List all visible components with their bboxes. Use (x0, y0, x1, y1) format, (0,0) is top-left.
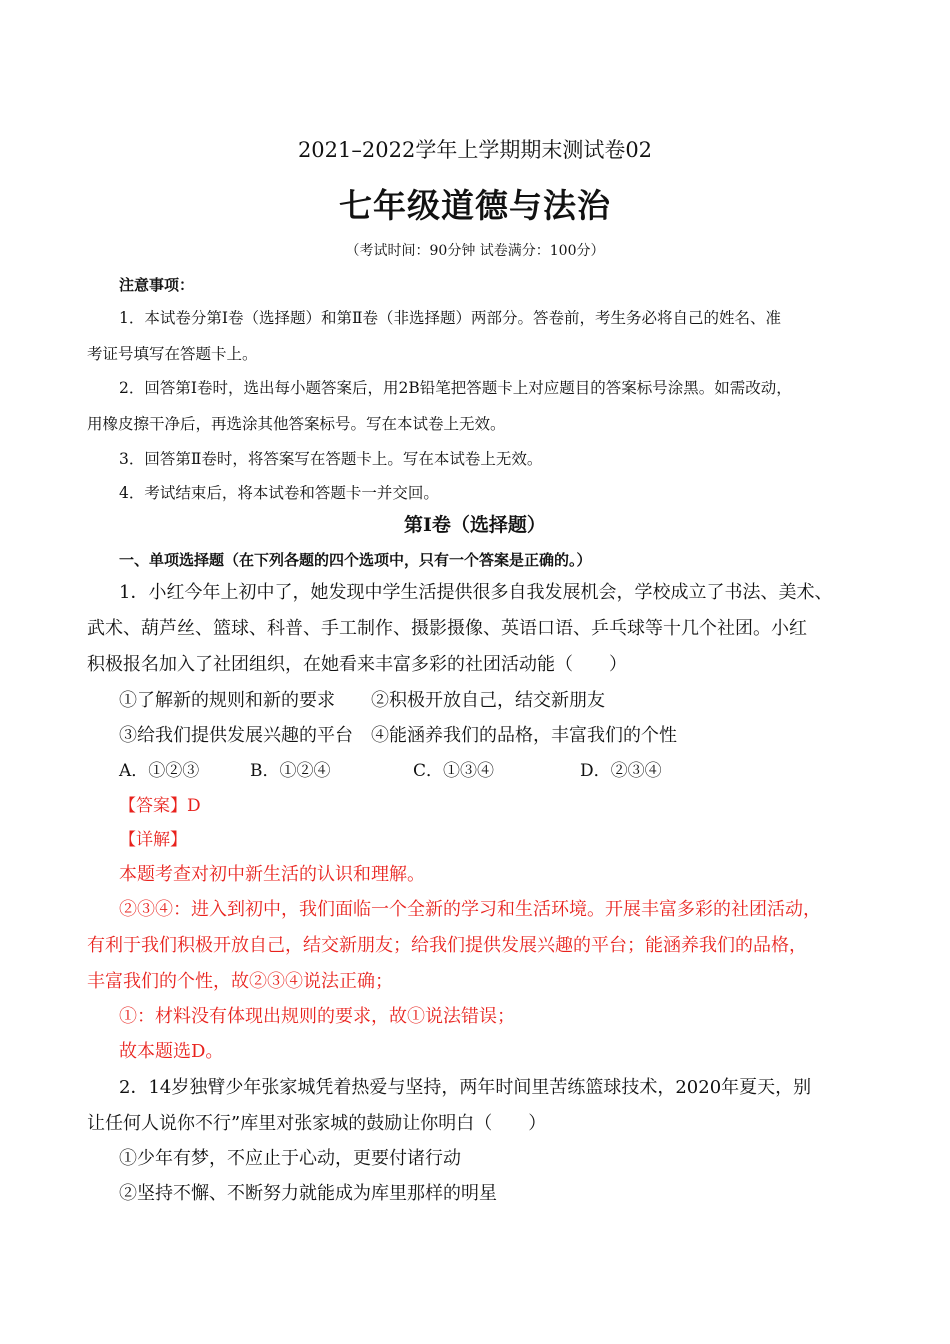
question-statement: ①少年有梦，不应止于心动，更要付诸行动 (119, 1148, 461, 1169)
explanation-line: 故本题选D。 (119, 1041, 224, 1062)
exam-info: （考试时间：90分钟 试卷满分：100分） (345, 243, 605, 259)
option-a: A．①②③ (119, 761, 200, 781)
explain-label: 【详解】 (119, 830, 187, 850)
exam-subtitle: 2021–2022学年上学期期末测试卷02 (297, 138, 653, 162)
notice-item: 用橡皮擦干净后，再选涂其他答案标号。写在本试卷上无效。 (87, 415, 506, 433)
option-d: D．②③④ (580, 761, 662, 781)
notice-item: 4．考试结束后，将本试卷和答题卡一并交回。 (119, 484, 439, 502)
option-b: B．①②④ (250, 761, 331, 781)
question-statement: ②坚持不懈、不断努力就能成为库里那样的明星 (119, 1183, 497, 1204)
explanation-line: 丰富我们的个性，故②③④说法正确； (87, 971, 393, 992)
section-title: 第Ⅰ卷（选择题） (404, 514, 546, 536)
notice-item: 1．本试卷分第Ⅰ卷（选择题）和第Ⅱ卷（非选择题）两部分。答卷前，考生务必将自己的姓名、准 (119, 309, 782, 327)
exam-title: 七年级道德与法治 (339, 186, 611, 225)
question-statement: ①了解新的规则和新的要求 ②积极开放自己，结交新朋友 (119, 690, 605, 711)
question-statement: ③给我们提供发展兴趣的平台 ④能涵养我们的品格，丰富我们的个性 (119, 725, 677, 746)
question-stem: 积极报名加入了社团组织，在她看来丰富多彩的社团活动能（ ） (87, 654, 627, 675)
notice-item: 3．回答第Ⅱ卷时，将答案写在答题卡上。写在本试卷上无效。 (119, 450, 543, 468)
explanation-line: ①：材料没有体现出规则的要求，故①说法错误； (119, 1006, 515, 1027)
explanation-line: ②③④：进入到初中，我们面临一个全新的学习和生活环境。开展丰富多彩的社团活动， (119, 899, 821, 920)
question-stem: 让任何人说你不行”库里对张家城的鼓励让你明白（ ） (87, 1113, 547, 1134)
option-c: C．①③④ (413, 761, 495, 781)
notice-item: 2．回答第Ⅰ卷时，选出每小题答案后，用2B铅笔把答题卡上对应题目的答案标号涂黑。如需改动， (119, 379, 792, 397)
notice-heading: 注意事项： (119, 276, 195, 294)
answer-label: 【答案】D (119, 796, 201, 816)
question-stem: 武术、葫芦丝、篮球、科普、手工制作、摄影摄像、英语口语、乒乓球等十几个社团。小红 (87, 618, 807, 639)
question-stem: 2．14岁独臂少年张家城凭着热爱与坚持，两年时间里苦练篮球技术，2020年夏天，别 (119, 1077, 812, 1098)
explanation-line: 有利于我们积极开放自己，结交新朋友；给我们提供发展兴趣的平台；能涵养我们的品格， (87, 935, 807, 956)
explanation-line: 本题考查对初中新生活的认识和理解。 (119, 864, 425, 885)
question-stem: 1．小红今年上初中了，她发现中学生活提供很多自我发展机会，学校成立了书法、美术、 (119, 582, 833, 603)
notice-item: 考证号填写在答题卡上。 (87, 345, 258, 363)
part-heading: 一、单项选择题（在下列各题的四个选项中，只有一个答案是正确的。） (119, 551, 592, 569)
